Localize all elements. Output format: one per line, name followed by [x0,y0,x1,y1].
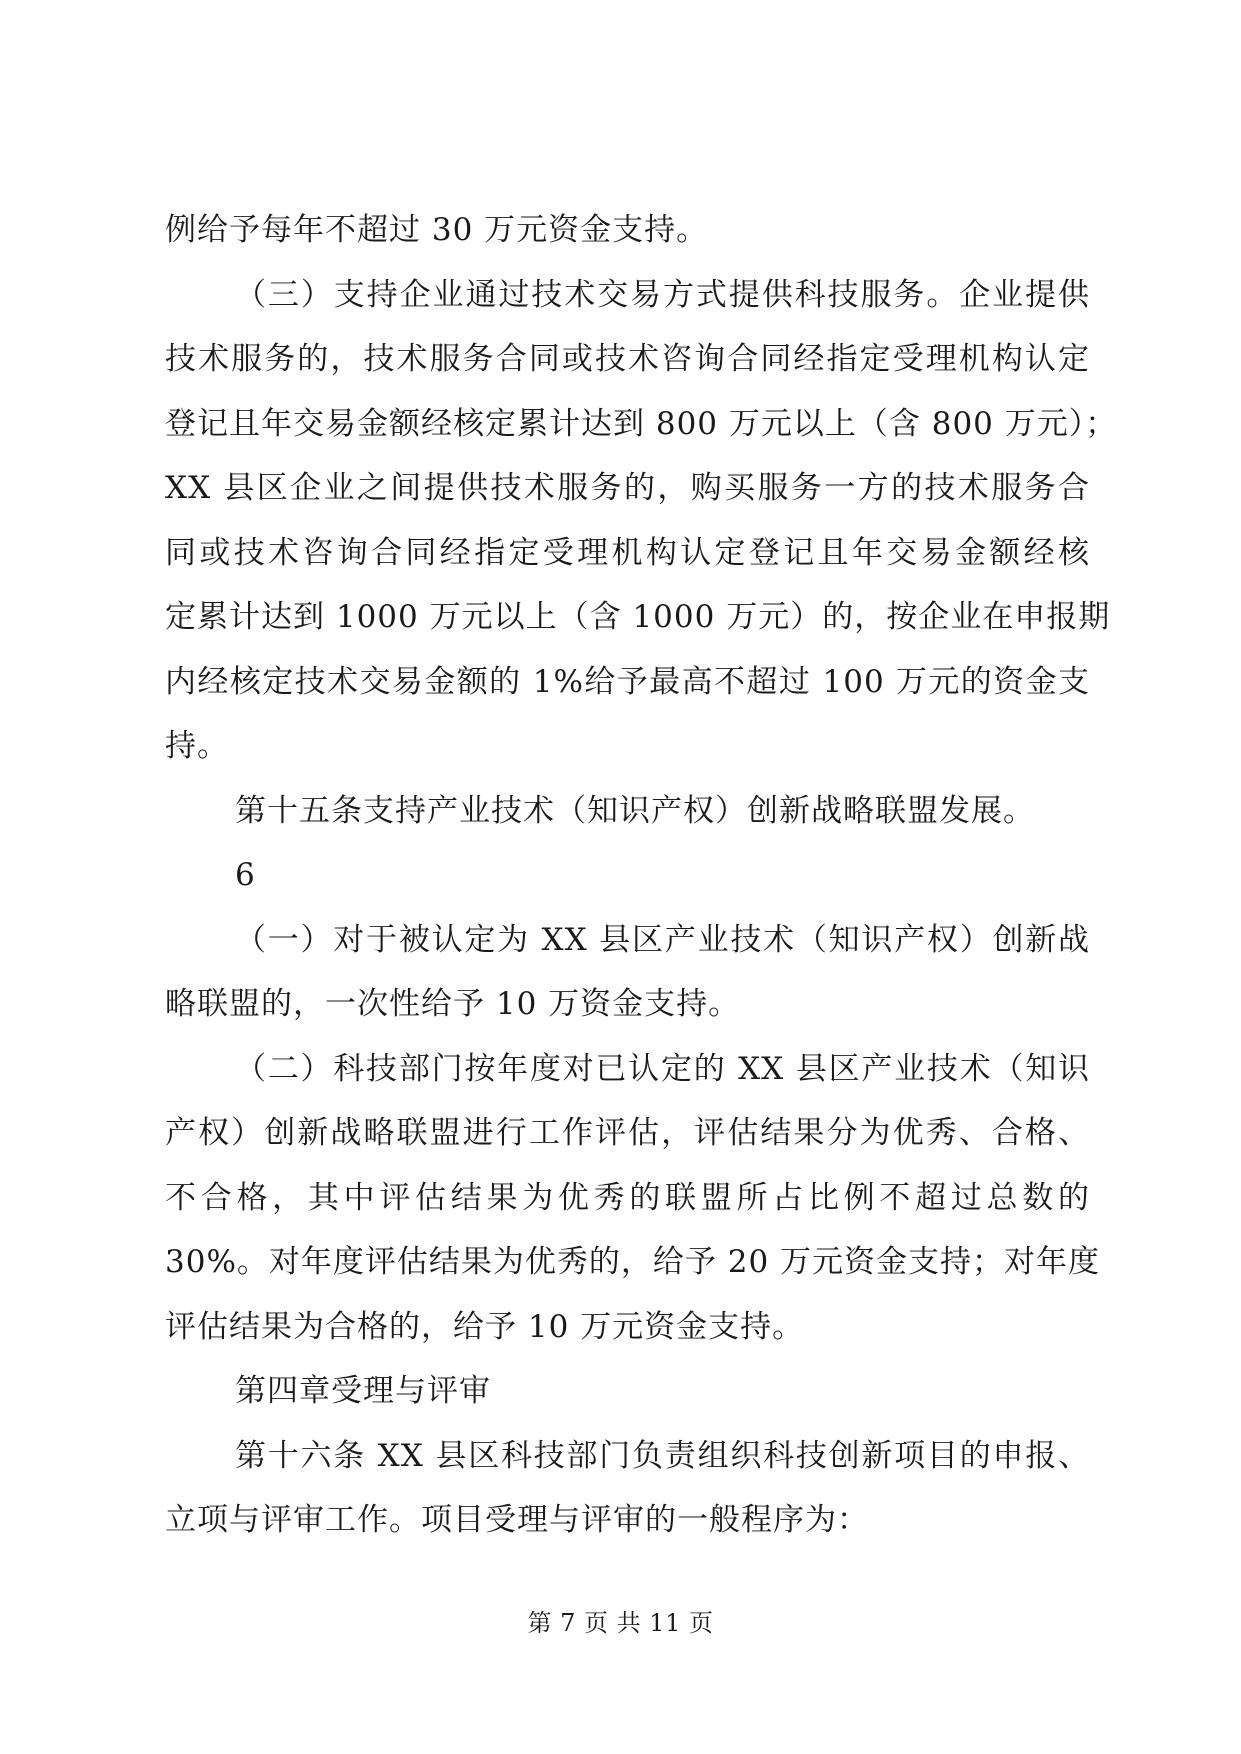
text-line: （一）对于被认定为 XX 县区产业技术（知识产权）创新战 [235,921,1090,958]
text-line: 评估结果为合格的，给予 10 万元资金支持。 [165,1308,805,1345]
text-line: 例给予每年不超过 30 万元资金支持。 [165,212,709,248]
text-line: 定累计达到 1000 万元以上（含 1000 万元）的，按企业在申报期 [165,599,1111,635]
text-line: 略联盟的，一次性给予 10 万资金支持。 [165,986,741,1022]
text-line: （三）支持企业通过技术交易方式提供科技服务。企业提供 [235,276,1090,313]
text-line: 30%。对年度评估结果为优秀的，给予 20 万元资金支持；对年度 [165,1244,1101,1280]
text-line: 6 [235,857,256,893]
text-line: 技术服务的，技术服务合同或技术咨询合同经指定受理机构认定 [165,341,1090,377]
text-line: 内经核定技术交易金额的 1%给予最高不超过 100 万元的资金支 [165,663,1090,700]
body-text [165,198,1118,1553]
text-line: 第十六条 XX 县区科技部门负责组织科技创新项目的申报、 [235,1437,1090,1474]
text-line: 产权）创新战略联盟进行工作评估，评估结果分为优秀、合格、 [165,1115,1090,1151]
text-line: 持。 [165,728,229,764]
text-line: 第十五条支持产业技术（知识产权）创新战略联盟发展。 [235,792,1035,829]
text-line: XX 县区企业之间提供技术服务的，购买服务一方的技术服务合 [165,470,1090,506]
text-line: 同或技术咨询合同经指定受理机构认定登记且年交易金额经核 [165,534,1090,571]
text-line: 第四章受理与评审 [235,1373,491,1409]
text-line: （二）科技部门按年度对已认定的 XX 县区产业技术（知识 [235,1050,1090,1087]
text-line: 不合格，其中评估结果为优秀的联盟所占比例不超过总数的 [165,1179,1090,1216]
page-number-footer: 第 7 页 共 11 页 [527,1609,714,1637]
text-line: 立项与评审工作。项目受理与评审的一般程序为： [165,1502,869,1538]
text-line: 登记且年交易金额经核定累计达到 800 万元以上（含 800 万元）； [165,405,1118,442]
